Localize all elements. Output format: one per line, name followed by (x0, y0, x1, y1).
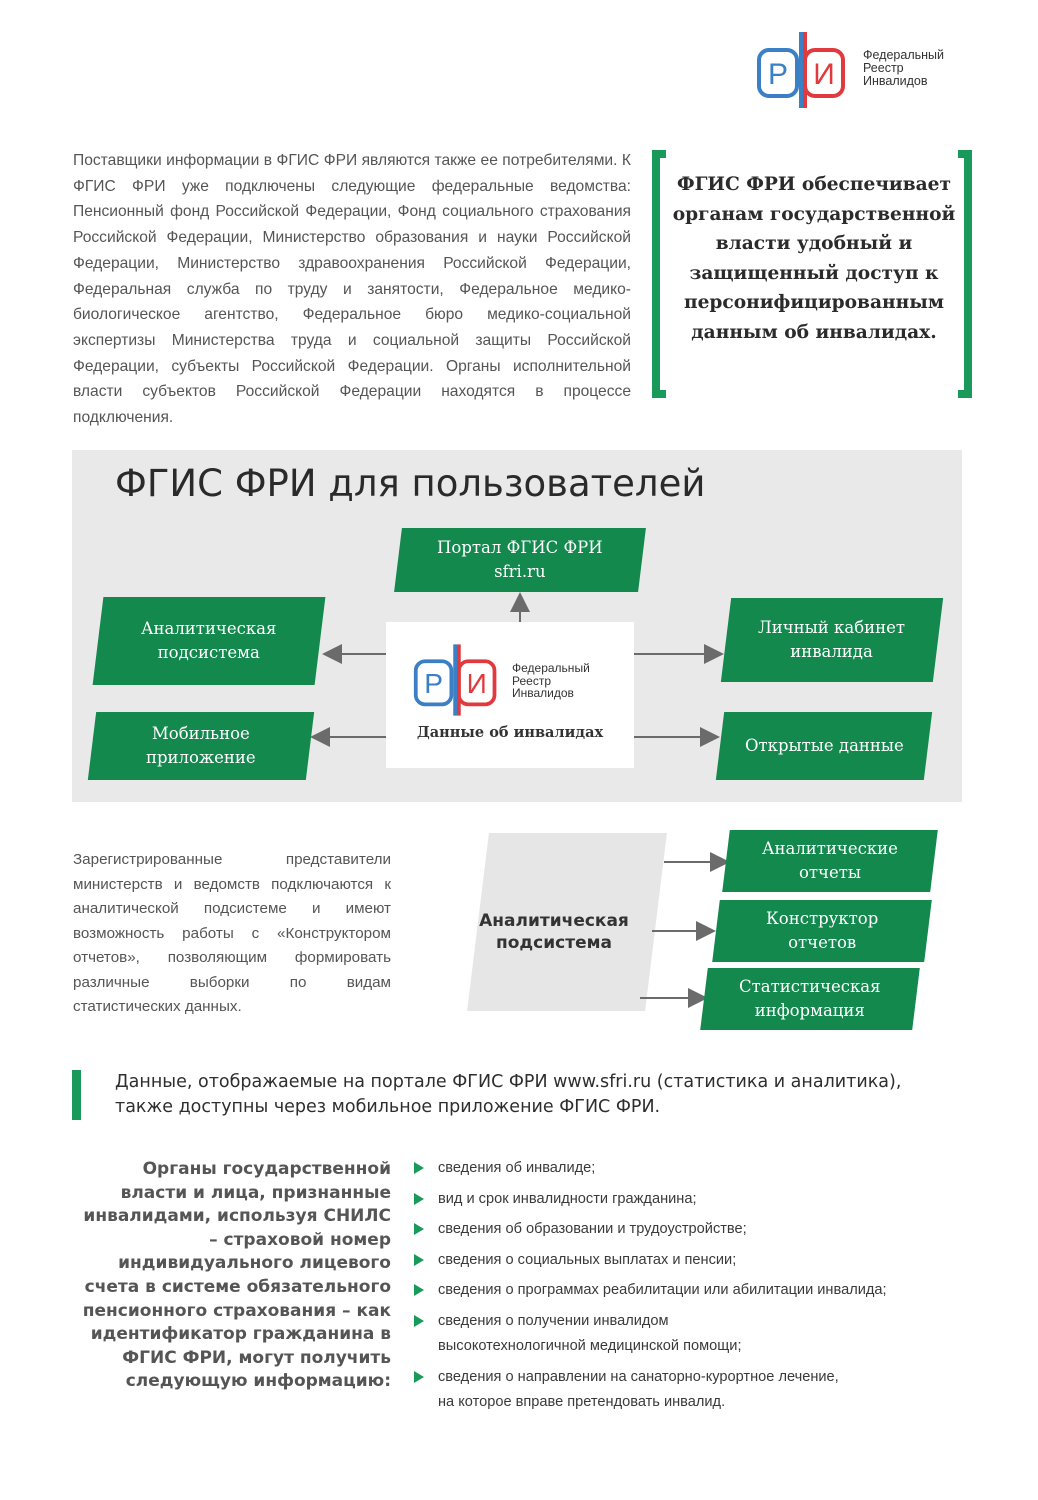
list-item: сведения об образовании и трудоустройстве; (412, 1217, 972, 1248)
list-item: сведения о социальных выплатах и пенсии; (412, 1248, 972, 1279)
svg-text:Р: Р (424, 668, 443, 700)
list-item: сведения о программах реабилитации или абилитации инвалида; (412, 1278, 972, 1309)
bullet-triangle-icon (414, 1284, 424, 1296)
list-item: сведения о получении инвалидом высокотехнологичной медицинской помощи; (412, 1309, 972, 1365)
svg-text:И: И (813, 58, 835, 91)
svg-text:Р: Р (767, 58, 789, 91)
diagram-title: ФГИС ФРИ для пользователей (115, 462, 706, 505)
report-constructor-box: Конструктор отчетов (712, 900, 932, 962)
center-logo-line-3: Инвалидов (512, 686, 574, 701)
svg-text:И: И (466, 668, 487, 700)
open-data-box: Открытые данные (716, 712, 932, 780)
info-list (412, 1156, 972, 1421)
list-item: сведения о направлении на санаторно-курортное лечение, на которое вправе претендовать инвалид. (412, 1365, 972, 1421)
note-accent-bar (72, 1070, 81, 1120)
bullet-triangle-icon (414, 1223, 424, 1235)
logo-line-3: Инвалидов (863, 74, 928, 89)
mobile-app-box: Мобильное приложение (88, 712, 314, 780)
bullet-triangle-icon (414, 1193, 424, 1205)
logo-line-2: Реестр (863, 61, 904, 76)
logo-line-1: Федеральный (863, 48, 945, 62)
bullet-triangle-icon (414, 1254, 424, 1266)
portal-box: Портал ФГИС ФРИ sfri.ru (394, 528, 646, 592)
analytics-subsystem-box: Аналитическая подсистема (93, 597, 326, 685)
bullet-triangle-icon (414, 1371, 424, 1383)
center-logo-line-1: Федеральный (512, 661, 590, 675)
bullet-triangle-icon (414, 1315, 424, 1327)
analytics-subsystem-label: Аналитическая подсистема (479, 911, 629, 953)
bullet-triangle-icon (414, 1162, 424, 1174)
analytical-reports-box: Аналитические отчеты (722, 830, 938, 892)
analytics-paragraph: Зарегистрированные представители министерств и ведомств подключаются к аналитической подсистеме и имеют возможность работы с «Конструктором отчетов», позволяющим формировать различные выборки по видам статистических данных. (73, 851, 391, 1015)
registry-data-caption: Данные об инвалидах (416, 724, 604, 741)
center-logo-line-2: Реестр (512, 673, 551, 688)
list-item: вид и срок инвалидности гражданина; (412, 1187, 972, 1218)
statistical-info-box: Статистическая информация (700, 968, 920, 1030)
quote-text: ФГИС ФРИ обеспечивает органам государственной власти удобный и защищенный доступ к персонифицированным данным об инвалидах. (672, 174, 956, 343)
note-text: Данные, отображаемые на портале ФГИС ФРИ www.sfri.ru (статистика и аналитика), также доступны через мобильное приложение ФГИС ФРИ. (115, 1072, 902, 1117)
intro-paragraph: Поставщики информации в ФГИС ФРИ являются также ее потребителями. К ФГИС ФРИ уже подключены следующие федеральные ведомства: Пенсионный фонд Российской Федерации, Фонд социального страхования Российской Федерации, Министерство образования и науки Российской Федерации, Министерство здравоохранения Российской Федерации, Федеральная служба по труду и занятости, Федеральное медико-биологическое агентство, Федеральное бюро медико-социальной экспертизы Министерства труда и социальной защиты Российской Федерации, субъекты Российской Федерации. Органы исполнительной власти субъектов Российской Федерации находятся в процессе подключения. (73, 152, 631, 427)
info-lead-paragraph: Органы государственной власти и лица, признанные инвалидами, используя СНИЛС – страховой номер индивидуального лицевого счета в системе обязательного пенсионного страхования – как идентификатор гражданина в ФГИС ФРИ, могут получить следующую информацию: (82, 1159, 391, 1392)
personal-cabinet-box: Личный кабинет инвалида (721, 598, 943, 682)
list-item: сведения об инвалиде; (412, 1156, 972, 1187)
